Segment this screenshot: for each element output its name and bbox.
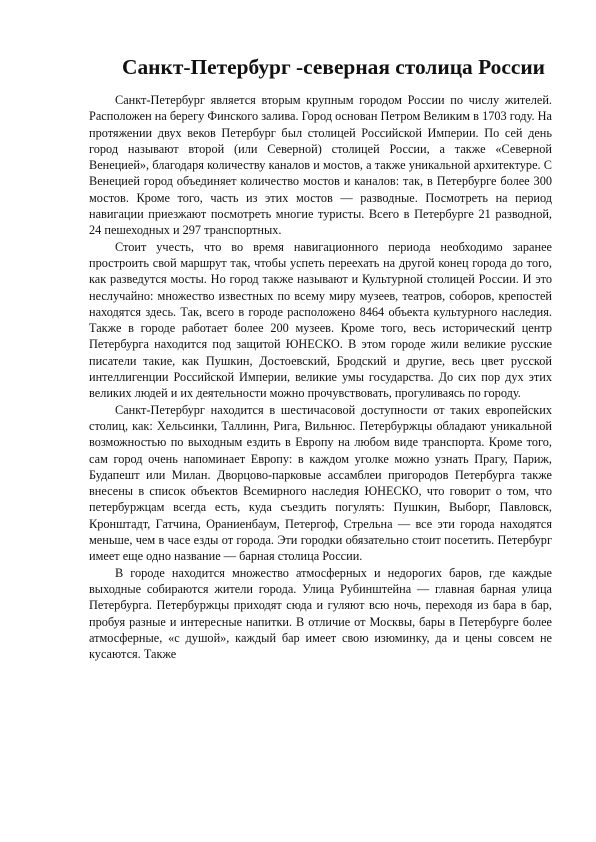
paragraph-4: В городе находится множество атмосферных и недорогих баров, где каждые выходные собираются жители города. Улица Рубинштейна — главная барная улица Петербурга. Петербуржцы приходят сюда и гуляют всю ночь, переходя из бара в бар, пробуя разные и интересные напитки. В отличие от Москвы, бары в Петербурге более атмосферные, «с душой», каждый бар имеет свою изюминку, да и цены совсем не кусаются. Также <box>89 565 552 662</box>
paragraph-3: Санкт-Петербург находится в шестичасовой доступности от таких европейских столиц, как: Хельсинки, Таллинн, Рига, Вильнюс. Петербуржцы обладают уникальной возможностью по выходным ездить в Европу на любом виде транспорта. Кроме того, сам город очень напоминает Европу: в каждом уголке можно узнать Прагу, Париж, Будапешт или Милан. Дворцово-парковые ассамблеи пригородов Петербурга также внесены в список объектов Всемирного наследия ЮНЕСКО, что говорит о том, что петербуржцам всегда есть, куда съездить погулять: Пушкин, Выборг, Павловск, Кронштадт, Гатчина, Ораниенбаум, Петергоф, Стрельна — все эти города находятся меньше, чем в часе езды от города. Эти городки обязательно стоит посетить. Петербург имеет еще одно название — барная столица России. <box>89 402 552 564</box>
document-page <box>89 54 552 662</box>
paragraph-2: Стоит учесть, что во время навигационного периода необходимо заранее простроить свой маршрут так, чтобы успеть переехать на другой конец города до того, как разведутся мосты. Но город также называют и Культурной столицей России. И это неслучайно: множество известных по всему миру музеев, театров, соборов, крепостей находятся здесь. Так, всего в городе расположено 8464 объекта культурного наследия. Также в городе работает более 200 музеев. Кроме того, весь исторический центр Петербурга находится под защитой ЮНЕСКО. В этом городе жили великие русские писатели такие, как Пушкин, Достоевский, Бродский и другие, весь цвет русской интеллигенции Российской Империи, великие умы государства. До сих пор дух этих великих людей и их деятельности можно прочувствовать, прогуливаясь по городу. <box>89 239 552 401</box>
paragraph-1: Санкт-Петербург является вторым крупным городом России по числу жителей. Расположен на берегу Финского залива. Город основан Петром Великим в 1703 году. На протяжении двух веков Петербург был столицей Российской Империи. По сей день город называют второй (или Северной) столицей России, а также «Северной Венецией», благодаря количеству каналов и мостов, а также уникальной архитектуре. С Венецией город объединяет количество мостов и каналов: так, в Петербурге более 300 мостов. Кроме того, часть из этих мостов — разводные. Посмотреть на период навигации приезжают посмотреть многие туристы. Всего в Петербурге 21 разводной, 24 пешеходных и 297 транспортных. <box>89 93 552 238</box>
page-title: Санкт-Петербург -северная столица России <box>122 55 545 79</box>
